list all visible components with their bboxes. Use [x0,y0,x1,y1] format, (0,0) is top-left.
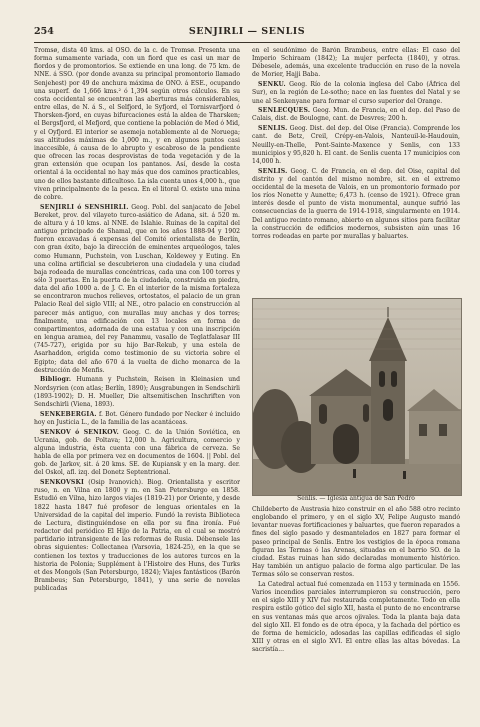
entry-headword: SENKEBERGIA. [40,410,97,418]
entry-headword: SENLIS. [258,167,288,175]
running-title: SENJIRLI — SENLIS [188,26,306,37]
entry-paragraph [34,429,240,478]
entry-text: La Catedral actual fué comenzada en 1153 y terminada en 1556. Varios incendios parciales interrumpieron su construcción, pero en el siglo XIII y XIV fué restaurada completamente. Todo en ella respira estilo gótico del siglo XII, hasta el punto de no encontrarse en sus ventanas más que arcos ojivales. Toda la planta baja data del siglo XII. El fondo es de otra época, y la fachada del pórtico es de forma de hemiciclo, adosadas las capillas edificadas el siglo XIII y otras en el siglo XVI. El entre ellas las altas bóvedas. La sacristía... [252,581,460,654]
entry-paragraph [252,81,460,105]
entry-text: en el seudónimo de Barón Brambeus, entre ellas: El caso del Imperio Schiraam (1842); La mujer perfecta (1840), y otras. Débesele, además, una excelente traducción en ruso de la novela de Morier, Hajji Baba. [252,47,460,79]
entry-text: Geog. C. de la Unión Soviética, en Ucrania, gob. de Poltava; 12,000 h. Agricultura, comercio y alguna industria, ésta cuenta con una fábrica de cerveza. Se habla de ella por primera vez en documentos de 1604. || Pobl. del gob. de Jarkov, sit. á 20 kms. SE. de Kupiansk y en la marg. der. del Oskol, afl. izq. del Donetz Septentrional. [34,428,240,477]
entry-text: Geog. C. de Francia, en el dep. del Oise, capital del distrito y del cantón del mismo nombre, sit. en el extremo occidental de la meseta de Valois, en un promontorio formado por los ríos Nonette y Aunette; 6,473 h. (censo de 1921). Ofrece gran interés desde el punto de vista monumental, aunque sufrió las consecuencias de la guerra de 1914-1918, singularmente en 1914. Del antiguo recinto romano, abierto en algunos sitios para facilitar la construcción de edificios modernos, subsisten aún unas 16 torres rodeadas en parte por murallas y baluartes. [252,167,460,240]
entry-paragraph [252,168,460,241]
entry-text: Geog. Mun. de Francia, en el dep. del Paso de Calais, dist. de Boulogne, cant. de Desvres; 200 h. [252,107,460,123]
church-engraving-image [253,299,461,495]
entry-headword: SENJIRLI ó SENSHIRLI. [40,203,129,211]
entry-headword: SENKOV ó SENIKOV. [40,428,119,436]
left-column [34,47,240,711]
entry-text: Tromsø, dista 40 kms. al OSO. de la c. de Tromsø. Presenta una forma sumamente variada, con un fiord que es casi un mar de fiordos y de promontorios. Se extiende en una long. de 75 km. de NNE. á SSO. (por donde avanza su principal promontorio llamado Senjehest) por 49 de anchura máxima de ONO. á ESE., ocupando una superf. de 1,666 kms.² ó 1,394 según otros cálculos. En su costa occidental se encuentran las aberturas más considerables, entre ellas, de N. á S., el Selfjord, le Syfjord, el Tornisvarfjord ó Thorsken-fjord, en cuyas bifurcaciones está la aldea de Tharsken; el Bergsfjord, el Mefjord, que contiene la población de Med ó Mid, y el Oyfjord. El interior se asemeja notablemente al de Noruega; sus altitudes máximas de 1,000 m., y en algunos puntos casi inaccesible, á causa de lo abrupto y escabroso de la pendiente que ofrecen las rocas desprovistas de toda vegetación y de la gran extensión que ocupan los pantanos. Así, desde la costa oriental á la occidental no hay más que dos caminos practicables, uno de ellos bastante dificultoso. La isla cuenta unos 4,000 h., que viven principalmente de la pesca. En el litoral O. existe una mina de cobre. [34,47,240,201]
entry-text: Humann y Puchstein, Reisen in Kleinasien und Nordsyrien (con atlas; Berlín, 1890); Ausgrabungen in Sendschirli (1893-1902); D. H. Mueller, Die altsemitischen Inschriften von Sendschirli (Viena, 1893). [34,376,240,408]
entry-paragraph [34,479,240,593]
entry-headword: SENLIS. [258,125,288,133]
entry-headword: SENKOVSKI [40,479,85,487]
entry-paragraph [252,107,460,123]
entry-paragraph [252,581,460,654]
entry-paragraph [252,125,460,166]
entry-paragraph [34,204,240,375]
entry-paragraph [252,47,460,80]
entry-headword: SENLECQUES. [258,107,311,115]
entry-paragraph [34,376,240,409]
entry-headword: SENKU. [258,81,286,89]
entry-text: Geog. Dist. del dep. del Oise (Francia). Comprende los cant. de Betz, Creil, Crépy-en-Valois, Nanteuil-le-Haudouin, Neuilly-en-Thelle, Pont-Sainte-Maxence y Senlis, con 133 municipios y 95,820 h. El cant. de Senlis cuenta 17 municipios con 14,000 h. [252,125,460,165]
header-rule [34,42,460,43]
page-number: 254 [34,26,54,37]
entry-text: f. Bot. Género fundado por Necker é incluido hoy en Justicia L., de la familia de las acantáceas. [34,410,240,426]
entry-paragraph [34,47,240,202]
entry-text: Geog. Pobl. del sanjacato de Jebel Bereket, prov. del vilayeto turco-asiático de Adana, sit. á 520 m. de altura y á 10 kms. al NNE. de Islahie. Ruinas de la capital del antiguo principado de Shamal, que en los años 1888-94 y 1902 fueron excavadas á expensas del Comité orientalista de Berlín, con gran éxito, bajo la dirección de eminentes arqueólogos, tales como Humann, Puchstein, von Luschan, Koldewey y Euting. En una colina artificial se descubrieron una ciudadela y una ciudad baja rodeada de murallas concéntricas, cada una con 100 torres y sólo 3 puertas. En la puerta de la ciudadela, construida en piedra, data del año 1000 a. de J. C. En el interior de la misma fortaleza se encontraron muchos relieves, ortostatos, el palacio de un gran Palacio Real del siglo VIII; al NE., otro palacio en construcción al parecer más antiguo, con murallas muy anchas y dos torres; finalmente, una edificación con 13 locales en forma de compartimentos, adornada de una estatua y con una inscripción en lengua aramea, del rey Panammu, vasallo de Teglatfalasar III (745-727), erigida por su hijo Bar-Rekub, y una estela de Asarhaddon, erigida como testimonio de su victoria sobre el Egipto; data del año 670 á la vuelta de dicho monarca de la destrucción de Menfis. [34,203,240,374]
church-illustration [252,298,462,496]
entry-paragraph [34,411,240,427]
entry-text: Geog. Río de la colonia inglesa del Cabo (África del Sur), en la región de Le-sotho; nace en las fuentes del Natal y se une al Senkenyane para formar el curso superior del Orange. [252,81,460,105]
figure-caption: Senlis. — Iglesia antigua de San Pedro [297,495,415,502]
entry-headword: Bibliogr. [40,376,72,384]
entry-text: Childeberto de Austrasia hizo construir en el año 588 otro recinto englobando el primero, y en el siglo XV, Felipe Augusto mandó levantar nuevas fortificaciones y baluartes, que fueron reparados a fines del siglo pasado y desmantelados en 1827 para formar el paseo principal de Senlis. Entre los vestigios de la época romana figuran las Termas ó las Arenas, situadas en el barrio SO. de la ciudad. Estas ruinas han sido declaradas monumento histórico. Hay también un antiguo palacio de forma algo particular. De las Termas sólo se conservan restos. [252,506,460,579]
entry-text: (Osip Ivanovich). Biog. Orientalista y escritor ruso, n. en Vilna en 1800 y m. en San Petersburgo en 1858. Estudió en Vilna, hizo largos viajes (1819-21) por Oriente, y desde 1822 hasta 1847 fué profesor de lenguas orientales en la Universidad de la capital del imperio. Fundó la revista Biblioteca de Lectura, distinguiéndose en ella por su fina ironía. Fué redactor del periódico El Hijo de la Patria, en el cual se mostró partidario intransigente de las reformas de Rusia. Débensele las obras siguientes: Collectanea (Varsovia, 1824-25), en la que se contienen los textos y traducciones de los autores turcos en la historia de Polonia; Supplément à l'Histoire des Huns, des Turks et des Mongols (San Petersburgo, 1824); Viajes fantásticos (Barón Brambeus; San Petersburgo, 1841), y una serie de novelas publicadas [34,479,240,593]
right-column-bottom [252,506,460,711]
entry-paragraph [252,506,460,579]
page-header [34,26,460,40]
right-column-top [252,47,460,297]
